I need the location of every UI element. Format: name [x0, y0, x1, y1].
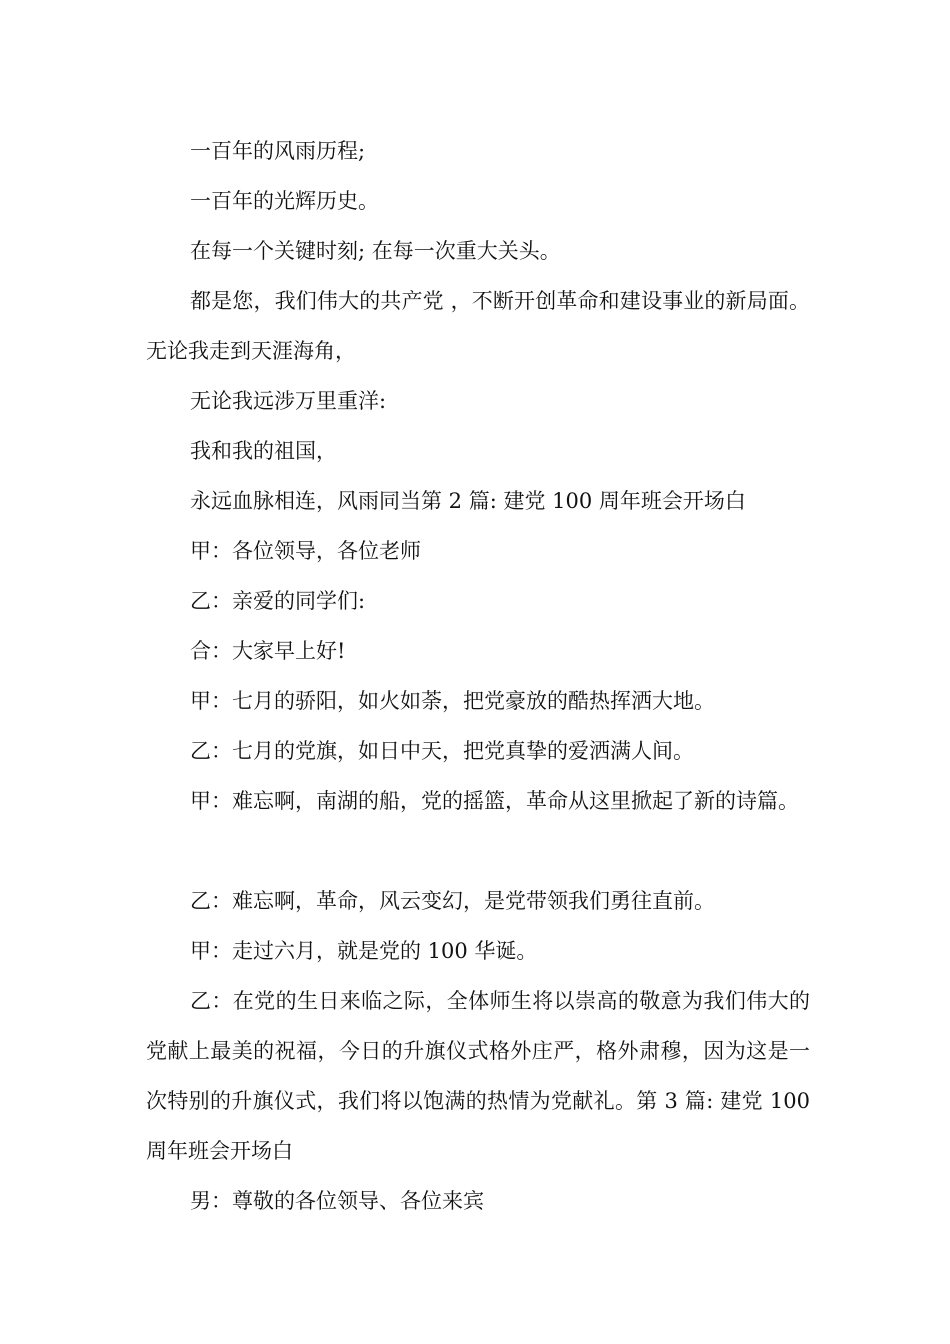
paragraph-13: 甲：难忘啊，南湖的船，党的摇篮，革命从这里掀起了新的诗篇。 — [190, 789, 799, 813]
paragraph-4: 都是您，我们伟大的共产党 ，不断开创革命和建设事业的新局面。无论我走到天涯海角， — [146, 289, 810, 363]
paragraph-16: 乙：在党的生日来临之际，全体师生将以崇高的敬意为我们伟大的党献上最美的祝福，今日的升旗仪式格外庄严，格外肃穆，因为这是一次特别的升旗仪式，我们将以饱满的热情为党献礼。第 3 篇: 建党 100 周年班会开场白 — [146, 989, 810, 1163]
paragraph-1: 一百年的风雨历程; — [190, 139, 366, 163]
paragraph-9: 乙：亲爱的同学们: — [190, 589, 366, 613]
paragraph-14: 乙：难忘啊，革命，风云变幻，是党带领我们勇往直前。 — [190, 889, 715, 913]
paragraph-15: 甲：走过六月，就是党的 100 华诞。 — [190, 939, 538, 963]
paragraph-5: 无论我远涉万里重洋: — [190, 389, 387, 413]
document-page — [146, 0, 810, 1344]
paragraph-12: 乙：七月的党旗，如日中天，把党真挚的爱洒满人间。 — [190, 739, 694, 763]
paragraph-11: 甲：七月的骄阳，如火如荼，把党豪放的酷热挥洒大地。 — [190, 689, 715, 713]
paragraph-7: 永远血脉相连，风雨同当第 2 篇: 建党 100 周年班会开场白 — [190, 489, 746, 513]
paragraph-10: 合：大家早上好! — [190, 639, 346, 663]
paragraph-6: 我和我的祖国， — [190, 439, 337, 463]
paragraph-17: 男：尊敬的各位领导、各位来宾 — [190, 1189, 484, 1213]
paragraph-3: 在每一个关键时刻; 在每一次重大关头。 — [190, 239, 561, 263]
paragraph-2: 一百年的光辉历史。 — [190, 189, 379, 213]
paragraph-8: 甲：各位领导，各位老师 — [190, 539, 421, 563]
